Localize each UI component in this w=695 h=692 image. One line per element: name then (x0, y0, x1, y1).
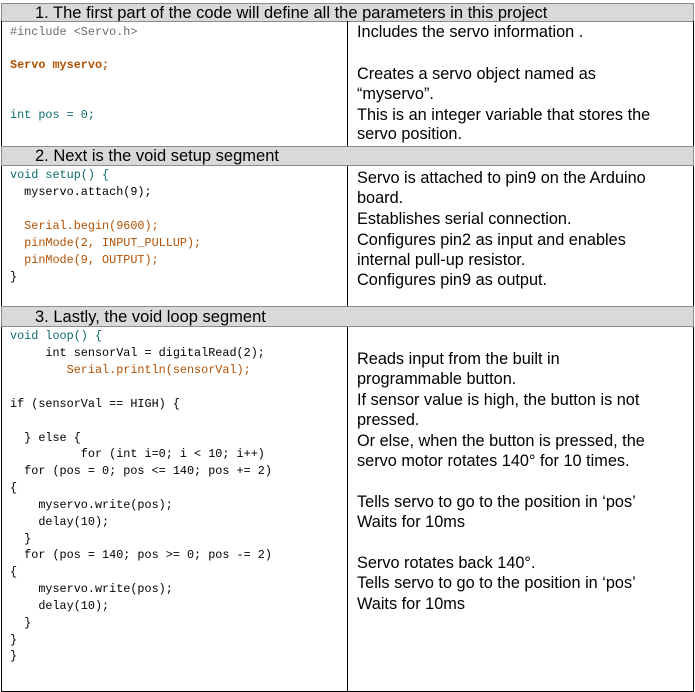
code-line: { (10, 481, 18, 495)
section-1-code-cell (1, 21, 348, 146)
code-line: } (10, 649, 18, 663)
desc-line: This is an integer variable that stores the (357, 106, 651, 124)
section-3-desc-cell (348, 327, 694, 692)
code-line: int pos = 0; (10, 108, 95, 122)
desc-line: If sensor value is high, the button is not (357, 391, 640, 409)
desc-line: Waits for 10ms (357, 595, 465, 613)
code-line: Serial.begin(9600); (10, 219, 159, 233)
desc-line: Servo rotates back 140°. (357, 554, 536, 572)
code-line: #include <Servo.h> (10, 25, 138, 39)
section-3-code-cell (1, 327, 348, 692)
desc-line: pressed. (357, 411, 420, 429)
code-line: } (10, 633, 18, 647)
code-line: int sensorVal = digitalRead(2); (10, 346, 265, 360)
section-2-code-cell (1, 166, 348, 306)
desc-line: Configures pin9 as output. (357, 271, 548, 289)
code-line: myservo.attach(9); (10, 185, 152, 199)
desc-line: board. (357, 189, 404, 207)
code-line: myservo.write(pos); (10, 582, 173, 596)
code-line: myservo.write(pos); (10, 498, 173, 512)
section-2-header (1, 146, 694, 166)
desc-line: “myservo”. (357, 85, 434, 103)
code-line: void setup() { (10, 168, 110, 182)
code-line: void loop() { (10, 329, 103, 343)
code-line: pinMode(2, INPUT_PULLUP); (10, 236, 202, 250)
desc-line: Or else, when the button is pressed, the (357, 432, 645, 450)
desc-line: Establishes serial connection. (357, 210, 572, 228)
code-line: delay(10); (10, 599, 110, 613)
section-1-desc-cell (348, 21, 694, 146)
desc-line: Includes the servo information . (357, 23, 584, 41)
code-line: for (pos = 0; pos <= 140; pos += 2) (10, 464, 272, 478)
code-line: } (10, 616, 32, 630)
desc-line: Reads input from the built in (357, 350, 560, 368)
desc-line: Creates a servo object named as (357, 65, 596, 83)
code-line: for (pos = 140; pos >= 0; pos -= 2) (10, 548, 272, 562)
code-line: pinMode(9, OUTPUT); (10, 253, 159, 267)
code-line: if (sensorVal == HIGH) { (10, 397, 180, 411)
desc-line: servo motor rotates 140° for 10 times. (357, 452, 630, 470)
section-1-title: 1. The first part of the code will define all the parameters in this project (35, 4, 548, 22)
section-2-title: 2. Next is the void setup segment (35, 147, 279, 165)
desc-line: Servo is attached to pin9 on the Arduino (357, 169, 646, 187)
code-line: } (10, 270, 18, 284)
code-line: } else { (10, 431, 81, 445)
code-line: for (int i=0; i < 10; i++) (10, 447, 265, 461)
code-line: } (10, 532, 32, 546)
code-line: Serial.println(sensorVal); (10, 363, 251, 377)
code-line: { (10, 565, 18, 579)
code-line: delay(10); (10, 515, 110, 529)
desc-line: servo position. (357, 125, 462, 143)
desc-line: internal pull-up resistor. (357, 251, 526, 269)
section-3-header (1, 306, 694, 327)
desc-line: Configures pin2 as input and enables (357, 231, 626, 249)
section-1-header (1, 3, 694, 22)
desc-line: Tells servo to go to the position in ‘pos’ (357, 493, 636, 511)
code-line: Servo myservo; (10, 58, 110, 72)
desc-line: Waits for 10ms (357, 513, 465, 531)
section-3-title: 3. Lastly, the void loop segment (35, 308, 266, 326)
section-2-desc-cell (348, 166, 694, 306)
desc-line: programmable button. (357, 370, 517, 388)
desc-line: Tells servo to go to the position in ‘pos’ (357, 574, 636, 592)
